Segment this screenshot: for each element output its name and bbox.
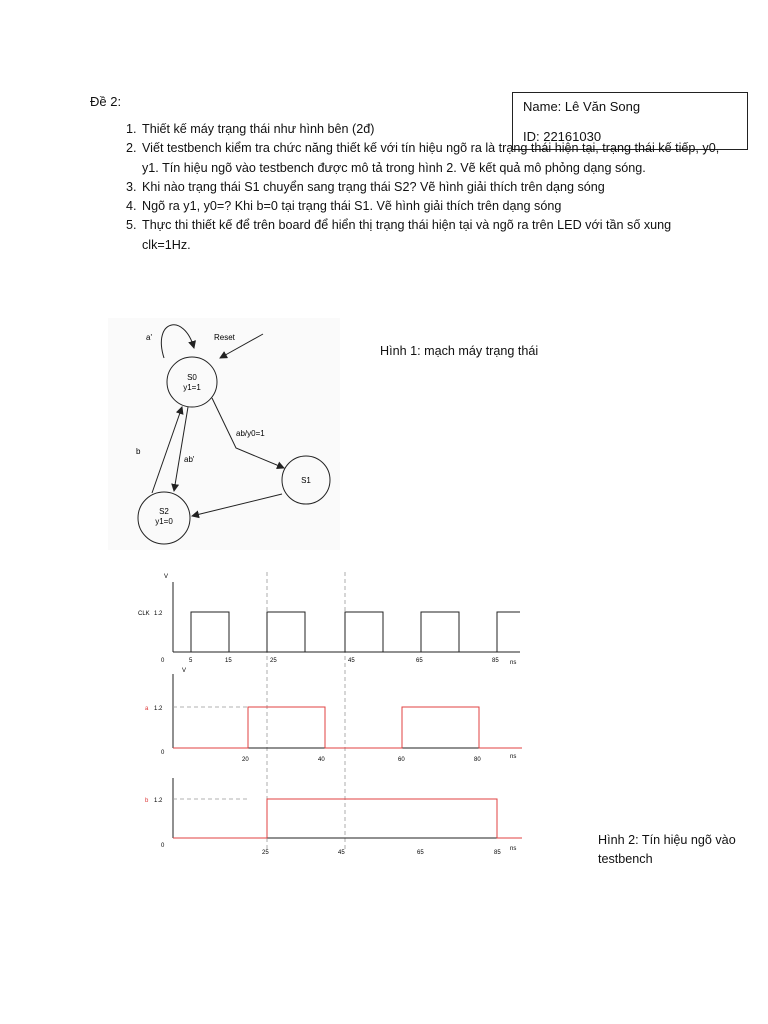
state-s2-output: y1=0 (155, 517, 173, 526)
s2-to-s0-arrow (152, 407, 182, 493)
s2-to-s0-label: b (136, 447, 141, 456)
task-item: 4. Ngõ ra y1, y0=? Khi b=0 tại trạng thái S1. Vẽ hình giải thích trên dạng sóng (140, 197, 720, 216)
b-tick-85: 85 (494, 850, 501, 856)
b-low-level: 0 (161, 843, 165, 849)
clk-high-level: 1.2 (154, 611, 163, 617)
clk-tick-5: 5 (189, 658, 193, 664)
task-list (100, 120, 720, 255)
a-high-level: 1.2 (154, 706, 163, 712)
student-id: ID: 22161030 (523, 129, 602, 144)
clk-tick-15: 15 (225, 658, 232, 664)
clk-signal-label: CLK (138, 611, 150, 617)
clk-tick-65: 65 (416, 658, 423, 664)
waveform-svg (130, 568, 530, 858)
waveform-diagram (130, 568, 530, 858)
s1-to-s2-arrow (192, 494, 282, 516)
clk-unit: ns (510, 660, 517, 666)
a-tick-80: 80 (474, 757, 481, 763)
b-signal-label: b (145, 798, 149, 804)
state-s0-name: S0 (187, 373, 197, 382)
task-item: 5. Thực thi thiết kế để trên board để hiển thị trạng thái hiện tại và ngõ ra trên LED với tần số xung clk=1Hz. (140, 216, 720, 255)
clk-tick-45: 45 (348, 658, 355, 664)
state-s0 (167, 357, 217, 407)
a-signal-label: a (145, 706, 149, 712)
fsm-diagram (108, 318, 340, 550)
a-tick-40: 40 (318, 757, 325, 763)
a-unit: ns (510, 754, 517, 760)
student-name: Name: Lê Văn Song (523, 99, 641, 114)
b-tick-65: 65 (417, 850, 424, 856)
a-tick-20: 20 (242, 757, 249, 763)
b-waveform (173, 799, 522, 838)
state-s2-name: S2 (159, 507, 169, 516)
s0-to-s2-label: ab' (184, 455, 195, 464)
a-low-level: 0 (161, 750, 165, 756)
s0-to-s2-arrow (174, 407, 188, 491)
clk-tick-85: 85 (492, 658, 499, 664)
clk-waveform (173, 612, 520, 652)
document-title: Đề 2: (90, 94, 122, 109)
clk-y-axis-label: V (164, 574, 169, 580)
state-s1-name: S1 (301, 476, 311, 485)
clk-tick-25: 25 (270, 658, 277, 664)
figure1-caption: Hình 1: mạch máy trạng thái (380, 344, 539, 358)
self-loop-arrow (161, 325, 194, 358)
state-s0-output: y1=1 (183, 383, 201, 392)
task-item: 3. Khi nào trạng thái S1 chuyển sang trạng thái S2? Vẽ hình giải thích trên dạng sóng (140, 178, 720, 197)
self-loop-label: a' (146, 333, 152, 342)
b-tick-45: 45 (338, 850, 345, 856)
b-high-level: 1.2 (154, 798, 163, 804)
b-unit: ns (510, 846, 517, 852)
task-item: 1. Thiết kế máy trạng thái như hình bên (2đ) (140, 120, 720, 139)
a-tick-60: 60 (398, 757, 405, 763)
fsm-diagram-svg (108, 318, 340, 550)
a-y-axis-label: V (182, 668, 187, 674)
clk-low-level: 0 (161, 658, 165, 664)
reset-label: Reset (214, 333, 235, 342)
figure2-caption: Hình 2: Tín hiệu ngõ vào testbench (598, 833, 736, 866)
task-item: 2. Viết testbench kiểm tra chức năng thiết kế với tín hiệu ngõ ra là trạng thái hiện tại, trạng thái kế tiếp, y0, y1. Tín hiệu ngõ vào testbench được mô tả trong hình 2. Vẽ kết quả mô phỏng dạng sóng. (140, 139, 720, 178)
b-tick-25: 25 (262, 850, 269, 856)
a-waveform (173, 707, 522, 748)
s0-to-s1-label: ab/y0=1 (236, 429, 265, 438)
